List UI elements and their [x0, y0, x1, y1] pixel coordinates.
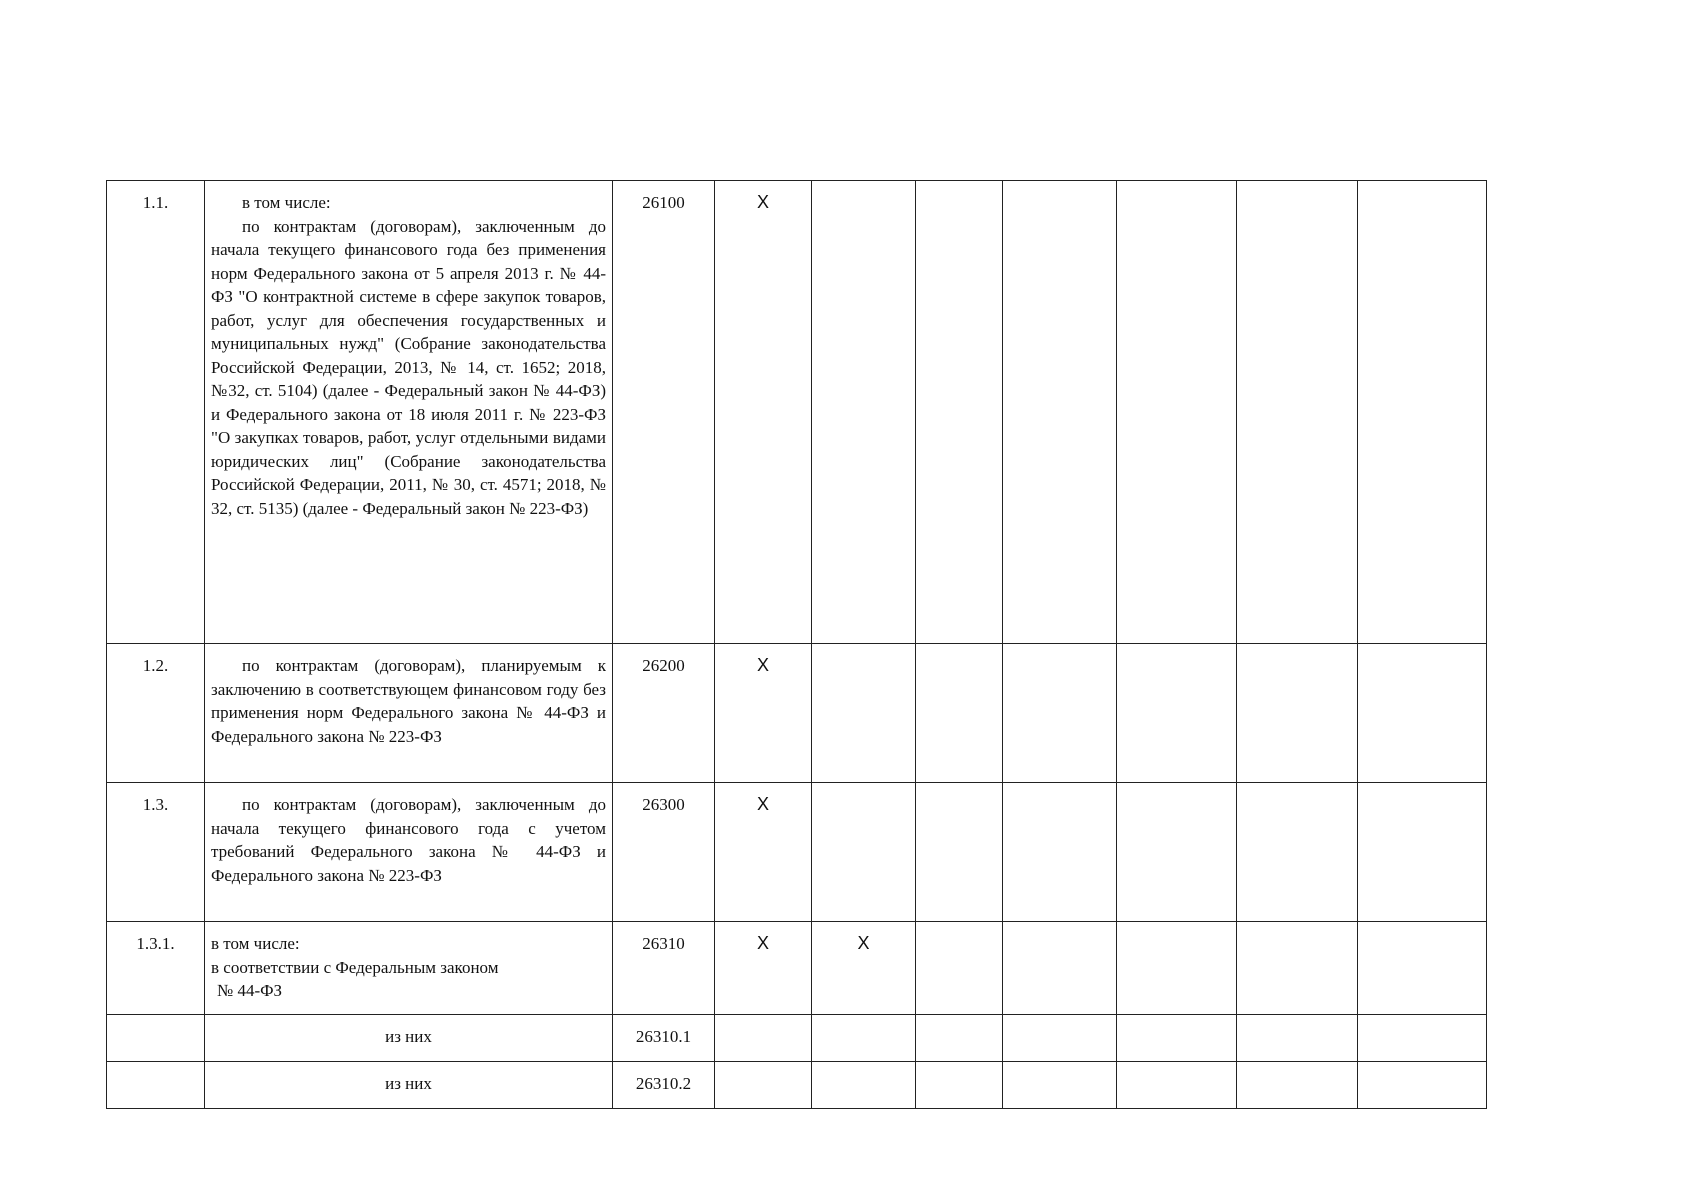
row-mark: X [715, 181, 812, 644]
row-description [205, 181, 613, 644]
table-cell [1237, 783, 1358, 922]
table-cell [812, 644, 916, 783]
row-text: по контрактам (договорам), планируемым к заключению в соответствующем финансовом году без применения норм Федерального закона № 44-ФЗ и Федерального закона № 223-ФЗ [211, 656, 606, 746]
table-cell [1237, 644, 1358, 783]
row-code: 26200 [613, 644, 715, 783]
table-cell [1117, 1062, 1237, 1109]
row-description [205, 644, 613, 783]
table-cell [715, 1015, 812, 1062]
row-mark: X [715, 922, 812, 1015]
row-code: 26310 [613, 922, 715, 1015]
row-number [107, 1015, 205, 1062]
row-intro: в том числе: [242, 193, 331, 212]
row-description: из них [205, 1062, 613, 1109]
table-cell [1117, 644, 1237, 783]
row-mark: X [715, 783, 812, 922]
table-cell [1003, 922, 1117, 1015]
table-cell [812, 181, 916, 644]
report-table [106, 180, 1487, 1109]
table-cell [1358, 783, 1487, 922]
table-cell [1237, 181, 1358, 644]
table-cell [1358, 181, 1487, 644]
row-text: по контрактам (договорам), заключенным до начала текущего финансового года с учетом требований Федерального закона № 44-ФЗ и Федерального закона № 223-ФЗ [211, 795, 606, 885]
table-cell [1003, 1062, 1117, 1109]
table-cell [1117, 783, 1237, 922]
table-cell [1117, 1015, 1237, 1062]
row-number: 1.3. [107, 783, 205, 922]
table-cell [916, 783, 1003, 922]
table-row [107, 1015, 1487, 1062]
table-cell [1117, 922, 1237, 1015]
table-cell [1003, 644, 1117, 783]
table-cell [1003, 1015, 1117, 1062]
table-cell [1117, 181, 1237, 644]
row-mark-2: X [812, 922, 916, 1015]
table-cell [812, 783, 916, 922]
table-cell [1358, 1015, 1487, 1062]
row-code: 26310.2 [613, 1062, 715, 1109]
table-cell [1237, 1015, 1358, 1062]
table-cell [916, 181, 1003, 644]
table-cell [1003, 783, 1117, 922]
row-number: 1.3.1. [107, 922, 205, 1015]
row-text-cont: № 44-ФЗ [217, 981, 283, 1000]
table-row [107, 922, 1487, 1015]
table-cell [916, 644, 1003, 783]
table-cell [916, 1062, 1003, 1109]
row-description [205, 783, 613, 922]
row-number: 1.1. [107, 181, 205, 644]
row-number: 1.2. [107, 644, 205, 783]
table-cell [916, 922, 1003, 1015]
table-row [107, 181, 1487, 644]
row-code: 26300 [613, 783, 715, 922]
row-description: из них [205, 1015, 613, 1062]
table-cell [812, 1015, 916, 1062]
row-code: 26310.1 [613, 1015, 715, 1062]
table-cell [1003, 181, 1117, 644]
table-cell [916, 1015, 1003, 1062]
row-description [205, 922, 613, 1015]
table-cell [812, 1062, 916, 1109]
table-cell [715, 1062, 812, 1109]
table-cell [1237, 922, 1358, 1015]
row-intro: в том числе: [211, 934, 300, 953]
table-cell [1358, 922, 1487, 1015]
row-number [107, 1062, 205, 1109]
row-code: 26100 [613, 181, 715, 644]
row-text: в соответствии с Федеральным законом [211, 957, 499, 977]
table-cell [1237, 1062, 1358, 1109]
table-row [107, 644, 1487, 783]
row-text: по контрактам (договорам), заключенным до начала текущего финансового года без применения норм Федерального закона от 5 апреля 2013 г. № 44-ФЗ "О контрактной системе в сфере закупок товаров, работ, услуг для обеспечения государственных и муниципальных нужд" (Собрание законодательства Российской Федерации, 2013, № 14, ст. 1652; 2018, №32, ст. 5104) (далее - Федеральный закон № 44-ФЗ) и Федерального закона от 18 июля 2011 г. № 223-ФЗ "О закупках товаров, работ, услуг отдельными видами юридических лиц" (Собрание законодательства Российской Федерации, 2011, № 30, ст. 4571; 2018, № 32, ст. 5135) (далее - Федеральный закон № 223-ФЗ) [211, 216, 606, 518]
row-mark: X [715, 644, 812, 783]
table-row [107, 783, 1487, 922]
table-cell [1358, 644, 1487, 783]
table-row [107, 1062, 1487, 1109]
table-cell [1358, 1062, 1487, 1109]
